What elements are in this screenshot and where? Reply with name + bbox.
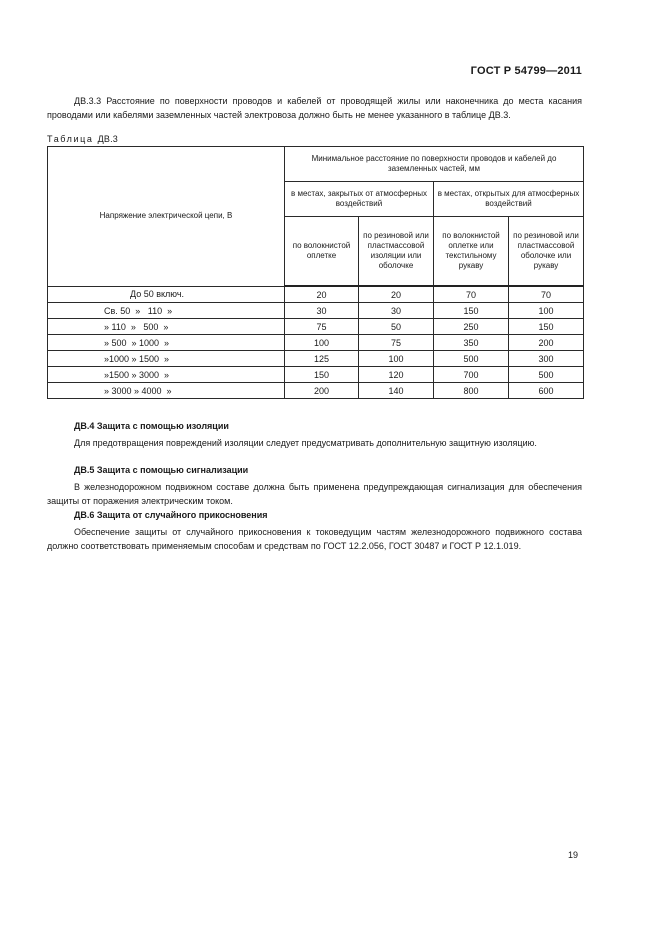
value-cell: 125: [285, 351, 359, 367]
value-cell: 100: [509, 303, 584, 319]
value-cell: 150: [434, 303, 509, 319]
standard-code: ГОСТ Р 54799—2011: [470, 65, 582, 77]
voltage-cell: До 50 включ.: [48, 286, 285, 303]
value-cell: 20: [359, 286, 434, 303]
voltage-cell: » 500 » 1000 »: [48, 335, 285, 351]
value-cell: 50: [359, 319, 434, 335]
value-cell: 600: [509, 383, 584, 399]
value-cell: 150: [285, 367, 359, 383]
table-caption-word: Таблица: [47, 134, 94, 144]
voltage-cell: » 110 » 500 »: [48, 319, 285, 335]
value-cell: 70: [434, 286, 509, 303]
clearance-table: [47, 146, 584, 399]
table-row: [48, 303, 584, 319]
voltage-cell: »1500 » 3000 »: [48, 367, 285, 383]
voltage-cell: » 3000 » 4000 »: [48, 383, 285, 399]
value-cell: 300: [509, 351, 584, 367]
value-cell: 140: [359, 383, 434, 399]
value-cell: 150: [509, 319, 584, 335]
open-fiber-header: по волокнистой оплетке или текстильному рукаву: [434, 217, 509, 287]
section-dv4-title: ДВ.4 Защита с помощью изоляции: [74, 421, 229, 431]
table-row: [48, 383, 584, 399]
table-row: [48, 367, 584, 383]
distance-group-header: Минимальное расстояние по поверхности проводов и кабелей до заземленных частей, мм: [285, 147, 584, 182]
value-cell: 200: [285, 383, 359, 399]
closed-rubber-header: по резиновой или пластмассовой изоляции или оболочке: [359, 217, 434, 287]
value-cell: 100: [285, 335, 359, 351]
value-cell: 100: [359, 351, 434, 367]
table-caption: [47, 134, 118, 144]
table-row: [48, 335, 584, 351]
section-dv6-title: ДВ.6 Защита от случайного прикосновения: [74, 510, 268, 520]
table-row: [48, 319, 584, 335]
value-cell: 75: [285, 319, 359, 335]
value-cell: 30: [359, 303, 434, 319]
section-dv5-title: ДВ.5 Защита с помощью сигнализации: [74, 465, 249, 475]
voltage-cell: Св. 50 » 110 »: [48, 303, 285, 319]
voltage-cell: »1000 » 1500 »: [48, 351, 285, 367]
table-caption-number: ДВ.3: [97, 134, 119, 144]
value-cell: 800: [434, 383, 509, 399]
open-places-header: в местах, открытых для атмосферных воздействий: [434, 182, 584, 217]
value-cell: 700: [434, 367, 509, 383]
page-number: 19: [567, 850, 578, 860]
voltage-column-header: Напряжение электрической цепи, В: [48, 147, 285, 287]
value-cell: 120: [359, 367, 434, 383]
table-row: [48, 351, 584, 367]
value-cell: 500: [434, 351, 509, 367]
open-rubber-header: по резиновой или пластмассовой оболочке или рукаву: [509, 217, 584, 287]
section-dv6-text: Обеспечение защиты от случайного прикосновения к токоведущим частям железнодорожного подвижного состава должно соответствовать применяемым способам и средствам по ГОСТ 12.2.056, ГОСТ 30487 и ГОСТ Р 12.1.019.: [47, 527, 582, 551]
value-cell: 75: [359, 335, 434, 351]
section-dv5-text: В железнодорожном подвижном составе должна быть применена предупреждающая сигнализация для обеспечения защиты от поражения электрическим током.: [47, 482, 582, 506]
value-cell: 500: [509, 367, 584, 383]
table-row: [48, 286, 584, 303]
section-dv4-text: Для предотвращения повреждений изоляции следует предусматривать дополнительную защитную изоляцию.: [74, 438, 537, 448]
intro-paragraph: ДВ.3.3 Расстояние по поверхности проводов и кабелей от проводящей жилы или наконечника до места касания проводами или кабелями заземленных частей электровоза должно быть не менее указанного в таблице ДВ.3.: [47, 96, 582, 120]
closed-places-header: в местах, закрытых от атмосферных воздействий: [285, 182, 434, 217]
closed-fiber-header: по волокнистой оплетке: [285, 217, 359, 287]
value-cell: 70: [509, 286, 584, 303]
value-cell: 200: [509, 335, 584, 351]
value-cell: 30: [285, 303, 359, 319]
value-cell: 20: [285, 286, 359, 303]
value-cell: 350: [434, 335, 509, 351]
value-cell: 250: [434, 319, 509, 335]
